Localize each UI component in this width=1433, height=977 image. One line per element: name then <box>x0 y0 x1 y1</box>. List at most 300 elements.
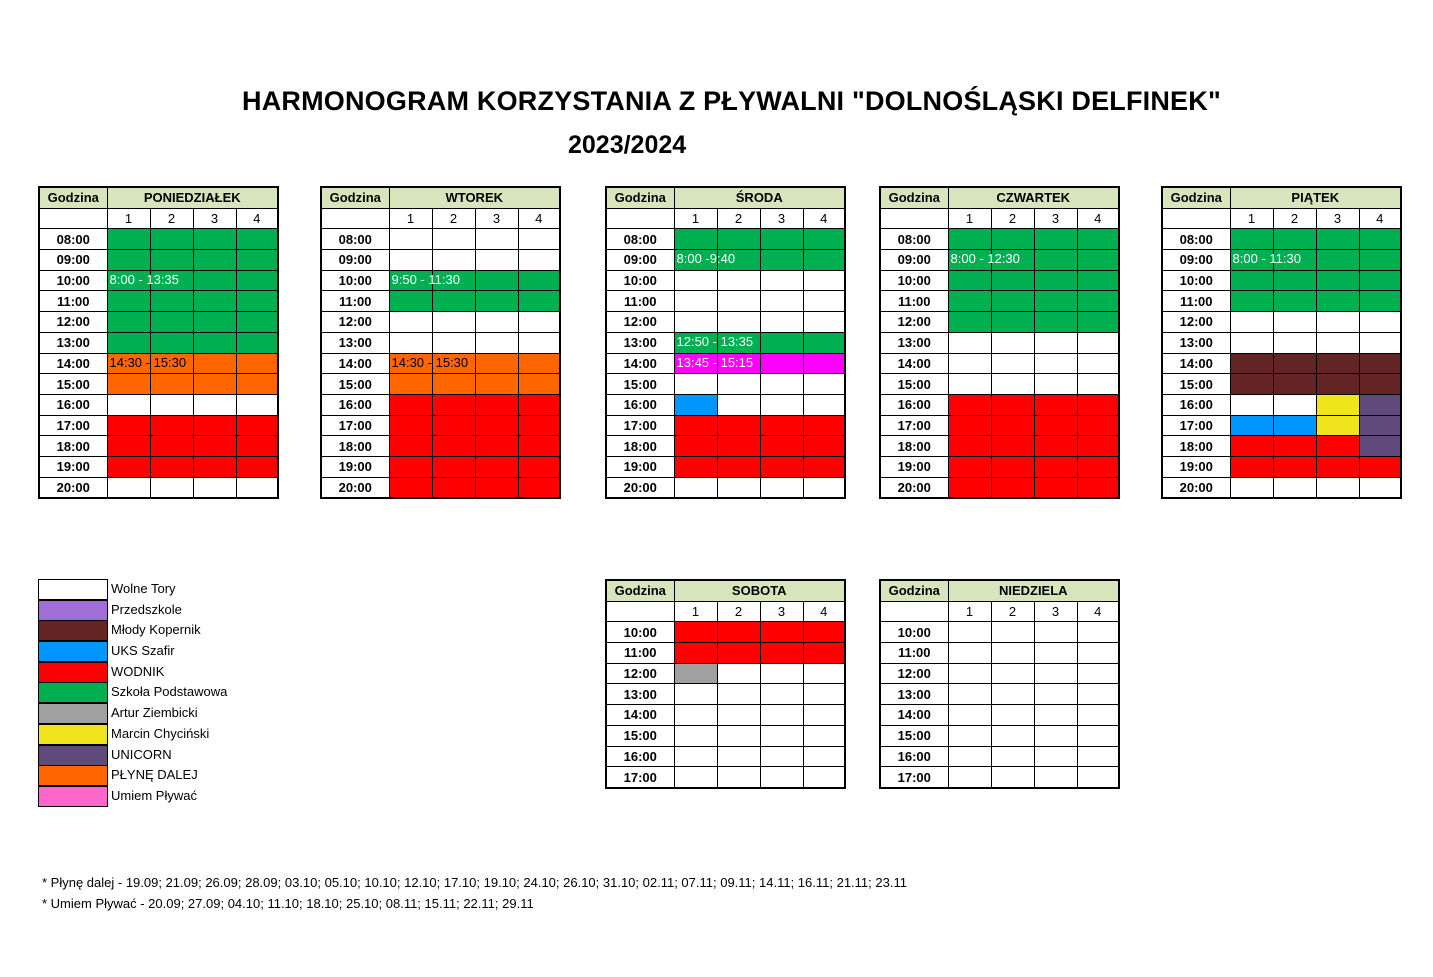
time-row <box>1162 477 1401 498</box>
godzina-header: Godzina <box>606 580 674 601</box>
time-label: 10:00 <box>1162 270 1230 291</box>
legend-swatch <box>38 745 108 766</box>
lane-number: 3 <box>475 208 518 229</box>
lane-cell <box>432 456 475 477</box>
time-row <box>39 415 278 436</box>
lane-cell <box>760 725 803 746</box>
lane-cell <box>1034 663 1077 684</box>
lane-cell <box>236 477 278 498</box>
lane-number: 3 <box>1034 601 1077 622</box>
lane-number: 1 <box>674 601 717 622</box>
time-row <box>606 477 845 498</box>
lane-cell <box>475 291 518 312</box>
time-label: 16:00 <box>39 394 107 415</box>
legend-swatch <box>38 786 108 807</box>
time-label: 12:00 <box>39 312 107 333</box>
time-label: 20:00 <box>880 477 948 498</box>
empty-cell <box>606 601 674 622</box>
lane-cell <box>107 456 150 477</box>
time-row <box>880 374 1119 395</box>
lane-cell <box>193 312 236 333</box>
time-row <box>880 725 1119 746</box>
time-label: 14:00 <box>606 705 674 726</box>
lane-cell <box>389 332 432 353</box>
godzina-header: Godzina <box>880 187 948 208</box>
lane-number: 1 <box>389 208 432 229</box>
time-row <box>321 250 560 271</box>
lane-cell <box>674 229 717 250</box>
lane-cell <box>948 332 991 353</box>
lane-cell <box>674 250 736 271</box>
empty-cell <box>606 208 674 229</box>
empty-cell <box>880 208 948 229</box>
time-row <box>880 705 1119 726</box>
time-row <box>606 767 845 788</box>
lane-cell <box>1230 353 1273 374</box>
lane-cell <box>1359 415 1401 436</box>
lane-cell <box>193 270 236 291</box>
lane-number: 3 <box>760 208 803 229</box>
lane-cell <box>475 456 518 477</box>
lane-cell <box>1077 643 1119 664</box>
lane-cell <box>1034 291 1077 312</box>
time-label: 11:00 <box>606 291 674 312</box>
time-row <box>606 746 845 767</box>
lane-cell <box>1273 374 1316 395</box>
lane-cell <box>991 270 1034 291</box>
time-row <box>321 229 560 250</box>
lane-cell <box>432 436 475 457</box>
lane-number: 4 <box>1077 208 1119 229</box>
time-row <box>321 394 560 415</box>
time-label: 13:00 <box>606 332 674 353</box>
lane-cell <box>1359 353 1401 374</box>
time-row <box>321 456 560 477</box>
lane-cell <box>1273 332 1316 353</box>
lane-cell <box>948 746 991 767</box>
page-title: HARMONOGRAM KORZYSTANIA Z PŁYWALNI "DOLNOŚLĄSKI DELFINEK" <box>242 86 1221 116</box>
lane-cell <box>760 477 803 498</box>
time-label: 08:00 <box>1162 229 1230 250</box>
lane-cell <box>475 394 518 415</box>
lane-cell <box>475 436 518 457</box>
lane-cell <box>717 312 760 333</box>
time-row <box>321 291 560 312</box>
time-row <box>880 394 1119 415</box>
lane-cell <box>1230 456 1273 477</box>
time-row <box>880 250 1119 271</box>
lane-number: 3 <box>193 208 236 229</box>
lane-cell <box>518 270 560 291</box>
lane-cell <box>1077 312 1119 333</box>
time-label: 13:00 <box>880 332 948 353</box>
lane-cell <box>991 353 1034 374</box>
legend-swatch <box>38 682 108 703</box>
lane-cell <box>389 250 432 271</box>
time-row <box>606 291 845 312</box>
lane-cell <box>1077 229 1119 250</box>
time-label: 12:00 <box>880 312 948 333</box>
time-row <box>1162 436 1401 457</box>
time-label: 18:00 <box>606 436 674 457</box>
lane-cell <box>389 291 432 312</box>
time-row <box>321 353 560 374</box>
time-row <box>606 229 845 250</box>
lane-number: 4 <box>236 208 278 229</box>
time-row <box>880 643 1119 664</box>
lane-cell <box>948 312 991 333</box>
legend-label: UKS Szafir <box>111 643 175 659</box>
time-row <box>606 353 845 374</box>
lane-number: 4 <box>803 208 845 229</box>
lane-cell <box>432 291 475 312</box>
lane-cell <box>1316 312 1359 333</box>
lane-cell <box>1077 684 1119 705</box>
time-label: 16:00 <box>880 394 948 415</box>
lane-cell <box>518 312 560 333</box>
lane-cell <box>760 746 803 767</box>
lane-cell <box>475 353 518 374</box>
lane-cell <box>107 477 150 498</box>
lane-cell <box>1359 291 1401 312</box>
time-label: 11:00 <box>1162 291 1230 312</box>
lane-cell <box>193 456 236 477</box>
time-label: 09:00 <box>606 250 674 271</box>
lane-number: 2 <box>1273 208 1316 229</box>
lane-cell <box>1034 436 1077 457</box>
legend-label: Marcin Chyciński <box>111 725 210 741</box>
lane-cell <box>150 415 193 436</box>
time-label: 17:00 <box>1162 415 1230 436</box>
time-row <box>606 456 845 477</box>
lane-cell <box>389 312 432 333</box>
time-row <box>880 456 1119 477</box>
godzina-header: Godzina <box>1162 187 1230 208</box>
lane-number: 2 <box>991 601 1034 622</box>
lane-cell <box>760 394 803 415</box>
lane-cell <box>432 374 475 395</box>
time-row <box>606 332 845 353</box>
legend-label: Szkoła Podstawowa <box>111 684 228 700</box>
lane-cell <box>760 684 803 705</box>
lane-number: 2 <box>991 208 1034 229</box>
lane-cell <box>948 767 991 788</box>
lane-cell <box>717 746 760 767</box>
time-label: 17:00 <box>321 415 389 436</box>
lane-cell <box>1077 767 1119 788</box>
lane-cell <box>991 394 1034 415</box>
lane-cell <box>107 229 150 250</box>
time-label: 13:00 <box>39 332 107 353</box>
lane-cell <box>803 250 845 271</box>
lane-cell <box>803 353 845 374</box>
lane-cell <box>193 332 236 353</box>
lane-cell <box>1316 353 1359 374</box>
lane-number: 2 <box>717 208 760 229</box>
time-row <box>39 374 278 395</box>
lane-cell <box>1316 229 1359 250</box>
time-label: 20:00 <box>606 477 674 498</box>
lane-cell <box>150 291 193 312</box>
lane-cell <box>991 436 1034 457</box>
lane-cell <box>1077 374 1119 395</box>
footnote-umiem-plywac: * Umiem Pływać - 20.09; 27.09; 04.10; 11.10; 18.10; 25.10; 08.11; 15.11; 22.11; 29.11 <box>42 896 534 911</box>
lane-cell <box>1077 725 1119 746</box>
lane-cell <box>432 415 475 436</box>
lane-cell <box>193 436 236 457</box>
lane-cell <box>948 622 991 643</box>
lane-cell <box>1316 332 1359 353</box>
legend-label: PŁYNĘ DALEJ <box>111 767 198 783</box>
day-name: PIĄTEK <box>1230 187 1401 208</box>
lane-cell <box>760 312 803 333</box>
lane-cell <box>1359 394 1401 415</box>
time-label: 09:00 <box>321 250 389 271</box>
lane-cell <box>803 746 845 767</box>
lane-cell <box>236 436 278 457</box>
empty-cell <box>321 208 389 229</box>
time-row <box>880 312 1119 333</box>
time-label: 13:00 <box>880 684 948 705</box>
time-row <box>321 270 560 291</box>
time-label: 19:00 <box>1162 456 1230 477</box>
lane-cell <box>1077 663 1119 684</box>
lane-cell <box>1359 374 1401 395</box>
time-label: 17:00 <box>880 767 948 788</box>
lane-cell <box>760 643 803 664</box>
time-label: 16:00 <box>606 394 674 415</box>
lane-cell <box>1230 374 1273 395</box>
time-row <box>880 332 1119 353</box>
lane-cell <box>236 312 278 333</box>
lane-cell <box>1034 353 1077 374</box>
lane-cell <box>1230 270 1273 291</box>
lane-cell <box>518 374 560 395</box>
time-row <box>880 477 1119 498</box>
lane-cell <box>150 229 193 250</box>
time-label: 17:00 <box>606 415 674 436</box>
lane-cell <box>107 353 187 374</box>
lane-cell <box>991 684 1034 705</box>
lane-cell <box>193 353 236 374</box>
legend-label: UNICORN <box>111 746 172 762</box>
time-row <box>39 270 278 291</box>
time-label: 19:00 <box>321 456 389 477</box>
lane-cell <box>1034 767 1077 788</box>
day-name: WTOREK <box>389 187 560 208</box>
legend-swatch <box>38 724 108 745</box>
lane-cell <box>150 394 193 415</box>
lane-cell <box>1316 270 1359 291</box>
legend-label: Umiem Pływać <box>111 787 197 803</box>
time-label: 15:00 <box>606 725 674 746</box>
lane-cell <box>674 725 717 746</box>
lane-cell <box>1316 415 1359 436</box>
booking-time-range: 8:00 -9:40 <box>676 251 736 267</box>
lane-cell <box>107 436 150 457</box>
time-label: 11:00 <box>880 291 948 312</box>
time-label: 18:00 <box>880 436 948 457</box>
lane-cell <box>717 767 760 788</box>
time-row <box>321 436 560 457</box>
time-row <box>39 332 278 353</box>
lane-cell <box>717 725 760 746</box>
lane-cell <box>948 436 991 457</box>
time-label: 12:00 <box>1162 312 1230 333</box>
lane-cell <box>236 229 278 250</box>
empty-cell <box>1162 208 1230 229</box>
lane-cell <box>1273 394 1316 415</box>
lane-cell <box>1077 353 1119 374</box>
lane-cell <box>389 477 432 498</box>
lane-cell <box>760 374 803 395</box>
lane-cell <box>518 250 560 271</box>
lane-cell <box>518 291 560 312</box>
time-label: 20:00 <box>1162 477 1230 498</box>
lane-cell <box>389 456 432 477</box>
day-name: ŚRODA <box>674 187 845 208</box>
lane-cell <box>1077 622 1119 643</box>
time-row <box>606 394 845 415</box>
time-label: 16:00 <box>1162 394 1230 415</box>
time-label: 09:00 <box>1162 250 1230 271</box>
time-row <box>39 291 278 312</box>
lane-cell <box>1359 436 1401 457</box>
lane-cell <box>1273 270 1316 291</box>
lane-cell <box>1359 332 1401 353</box>
lane-cell <box>717 684 760 705</box>
lane-number: 1 <box>674 208 717 229</box>
lane-cell <box>760 332 803 353</box>
lane-cell <box>432 229 475 250</box>
legend-swatch <box>38 662 108 683</box>
time-label: 08:00 <box>39 229 107 250</box>
lane-cell <box>475 250 518 271</box>
lane-cell <box>432 312 475 333</box>
lane-cell <box>803 643 845 664</box>
lane-cell <box>1316 250 1359 271</box>
lane-cell <box>150 436 193 457</box>
lane-cell <box>107 374 150 395</box>
time-label: 10:00 <box>880 622 948 643</box>
day-name: NIEDZIELA <box>948 580 1119 601</box>
time-label: 13:00 <box>606 684 674 705</box>
lane-cell <box>150 332 193 353</box>
legend-swatch <box>38 641 108 662</box>
time-row <box>880 270 1119 291</box>
time-row <box>606 415 845 436</box>
lane-cell <box>674 456 717 477</box>
lane-cell <box>991 291 1034 312</box>
lane-cell <box>1077 394 1119 415</box>
lane-cell <box>193 229 236 250</box>
lane-cell <box>674 312 717 333</box>
lane-cell <box>1359 229 1401 250</box>
booking-time-range: 13:45 - 15:15 <box>676 354 754 370</box>
time-row <box>880 229 1119 250</box>
godzina-header: Godzina <box>39 187 107 208</box>
lane-cell <box>760 436 803 457</box>
time-row <box>1162 312 1401 333</box>
lane-number: 1 <box>948 208 991 229</box>
lane-cell <box>803 477 845 498</box>
lane-cell <box>1034 415 1077 436</box>
schedule-table-day-0 <box>38 186 279 499</box>
time-row <box>880 622 1119 643</box>
lane-cell <box>803 270 845 291</box>
lane-cell <box>803 456 845 477</box>
time-row <box>321 312 560 333</box>
lane-cell <box>991 312 1034 333</box>
lane-cell <box>1034 684 1077 705</box>
lane-cell <box>389 394 432 415</box>
lane-cell <box>1316 394 1359 415</box>
lane-cell <box>803 663 845 684</box>
time-label: 14:00 <box>39 353 107 374</box>
lane-cell <box>717 663 760 684</box>
lane-cell <box>948 394 991 415</box>
lane-cell <box>803 436 845 457</box>
lane-number: 1 <box>1230 208 1273 229</box>
time-row <box>606 270 845 291</box>
lane-cell <box>1273 415 1316 436</box>
time-row <box>321 415 560 436</box>
time-row <box>39 312 278 333</box>
lane-cell <box>674 705 717 726</box>
lane-cell <box>1077 270 1119 291</box>
time-row <box>606 643 845 664</box>
lane-cell <box>1316 456 1359 477</box>
lane-cell <box>1034 229 1077 250</box>
lane-cell <box>803 705 845 726</box>
lane-cell <box>1034 477 1077 498</box>
lane-cell <box>193 291 236 312</box>
lane-number: 2 <box>432 208 475 229</box>
lane-cell <box>803 291 845 312</box>
lane-cell <box>236 291 278 312</box>
time-label: 17:00 <box>39 415 107 436</box>
lane-cell <box>1273 353 1316 374</box>
lane-cell <box>1273 436 1316 457</box>
lane-cell <box>1034 725 1077 746</box>
lane-cell <box>948 374 991 395</box>
lane-cell <box>236 270 278 291</box>
time-label: 11:00 <box>39 291 107 312</box>
time-label: 19:00 <box>39 456 107 477</box>
lane-cell <box>1034 270 1077 291</box>
lane-cell <box>1230 394 1273 415</box>
booking-time-range: 8:00 - 11:30 <box>1232 251 1301 267</box>
lane-cell <box>107 394 150 415</box>
lane-cell <box>991 229 1034 250</box>
lane-cell <box>389 374 432 395</box>
time-label: 08:00 <box>321 229 389 250</box>
lane-cell <box>948 291 991 312</box>
lane-cell <box>948 229 991 250</box>
lane-cell <box>236 374 278 395</box>
lane-cell <box>1077 291 1119 312</box>
legend-swatch <box>38 703 108 724</box>
lane-cell <box>991 746 1034 767</box>
lane-cell <box>236 332 278 353</box>
time-row <box>1162 374 1401 395</box>
lane-cell <box>803 767 845 788</box>
godzina-header: Godzina <box>606 187 674 208</box>
time-label: 17:00 <box>880 415 948 436</box>
lane-cell <box>948 725 991 746</box>
lane-cell <box>760 353 803 374</box>
time-label: 15:00 <box>880 374 948 395</box>
